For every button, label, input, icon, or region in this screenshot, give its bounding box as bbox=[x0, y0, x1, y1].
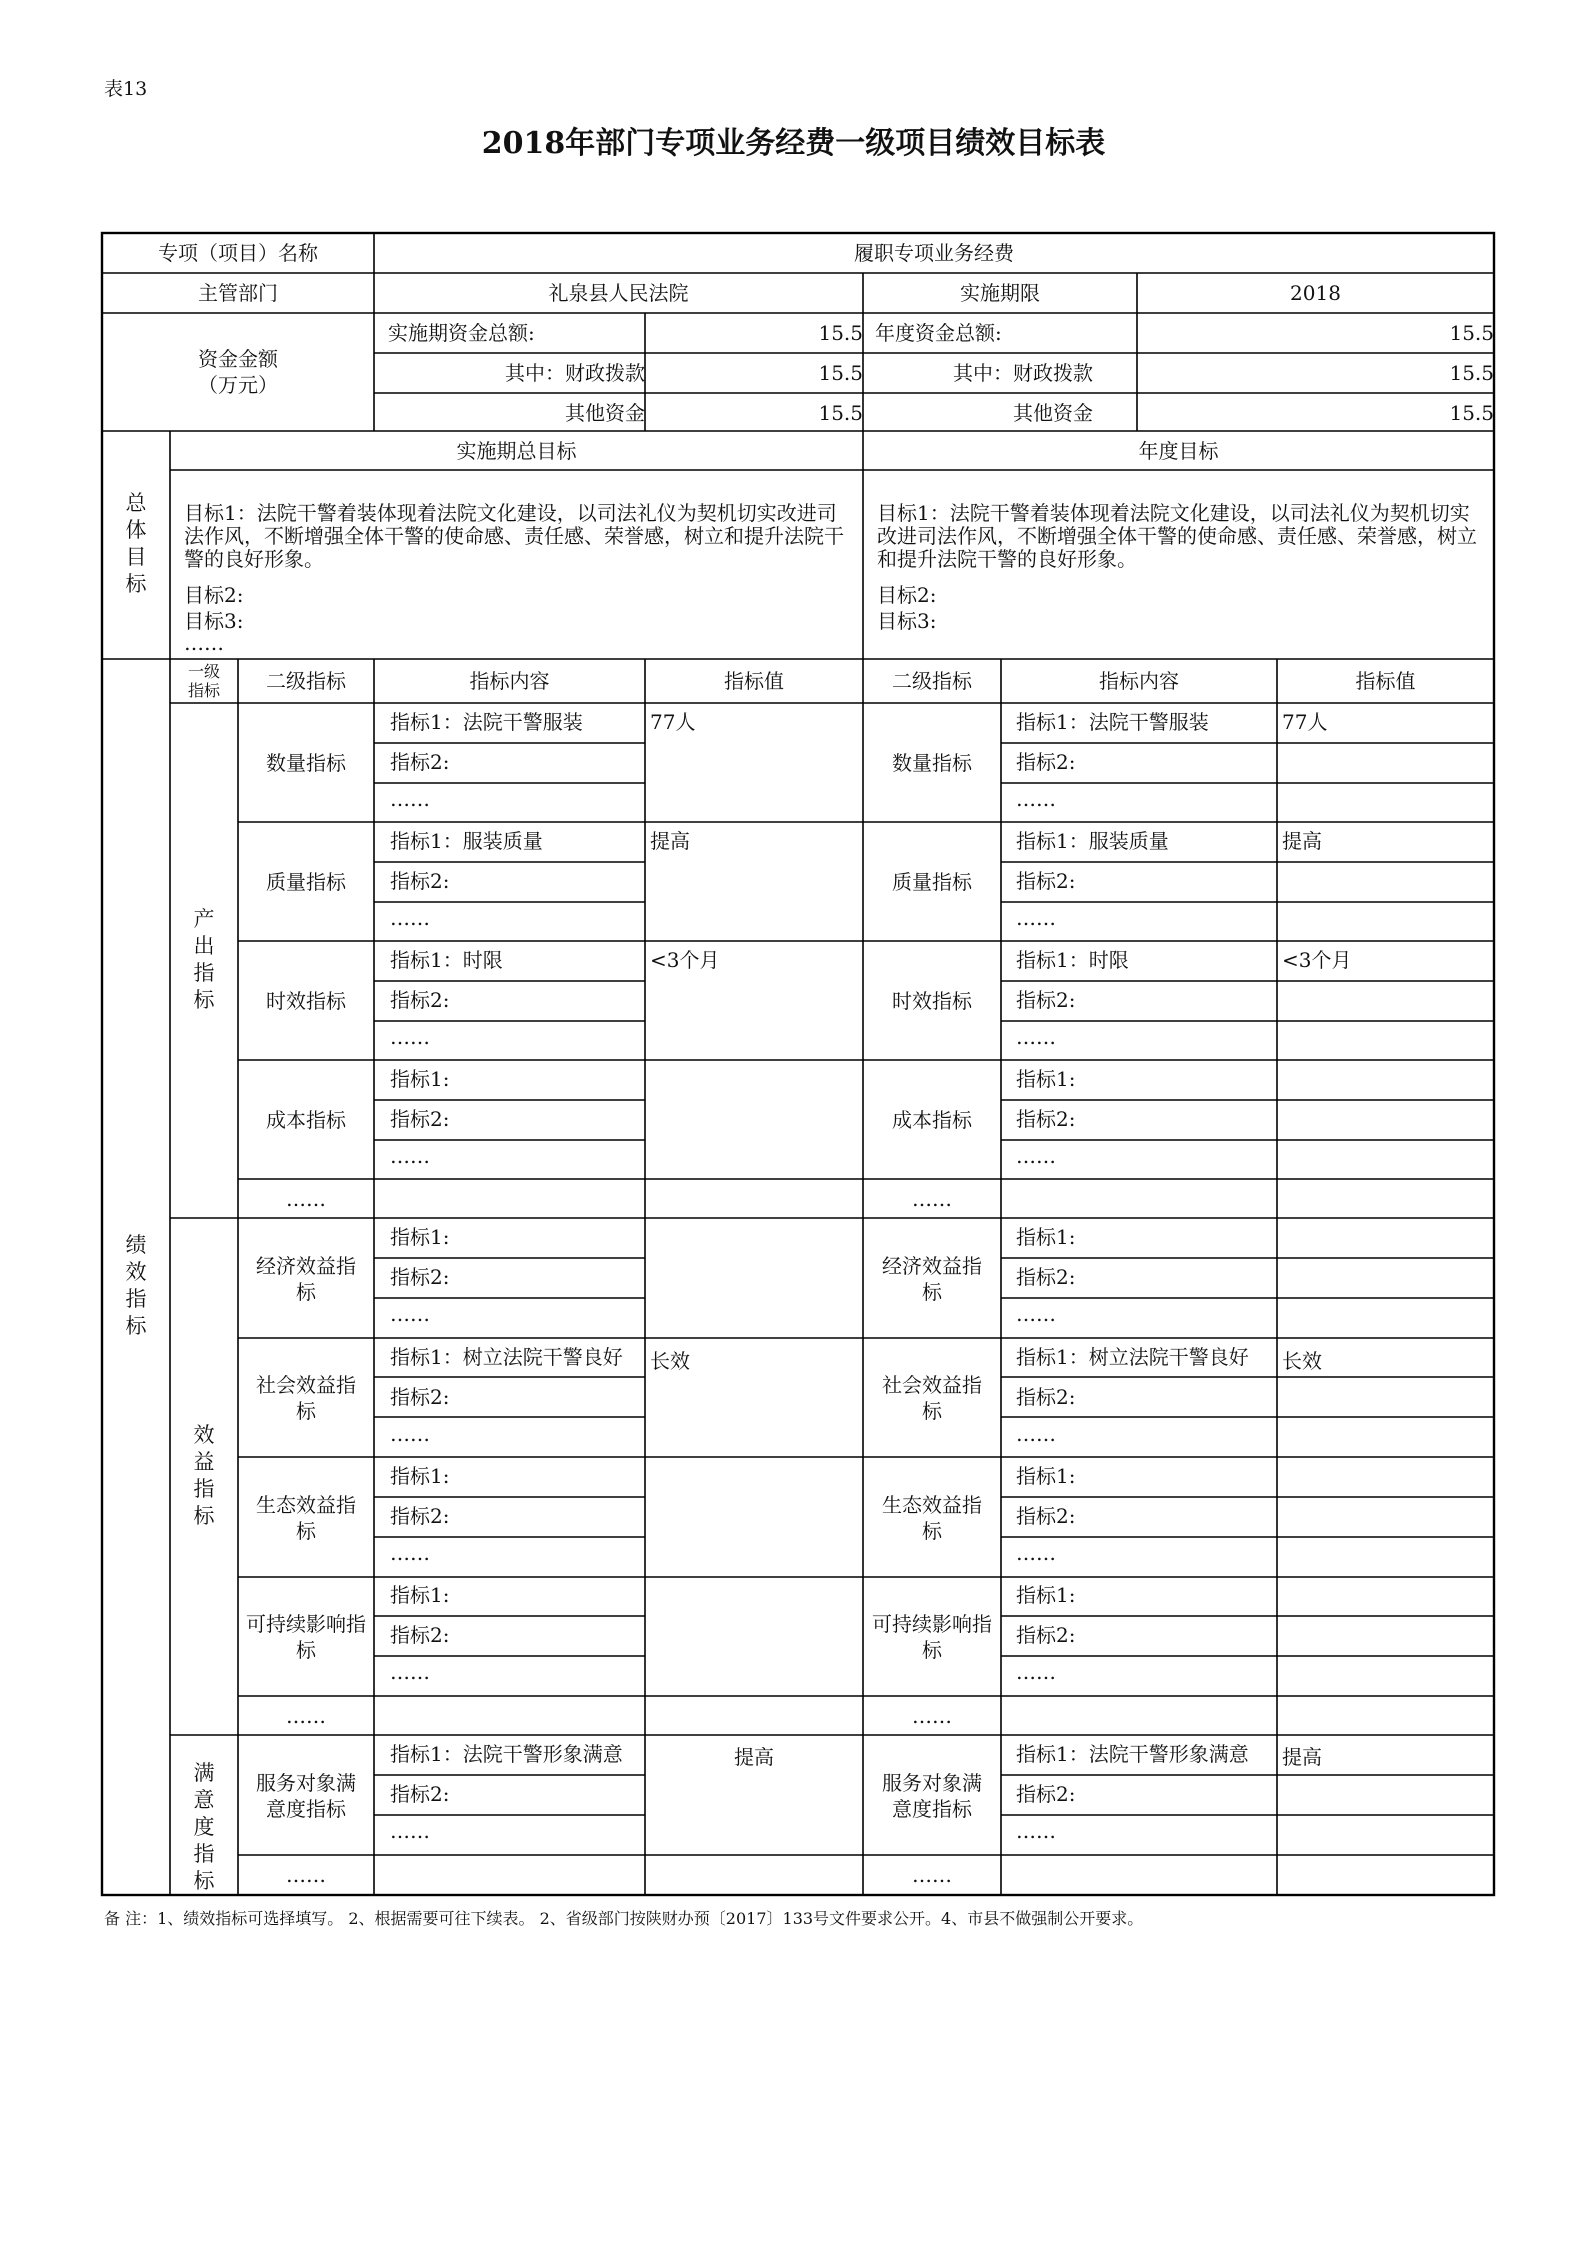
annual-total-value: 15.5 bbox=[1449, 321, 1494, 345]
quantity-ellipsis-annual: …… bbox=[1016, 787, 1056, 811]
timeliness-item-1: 指标1：时限 bbox=[390, 948, 503, 972]
annual-other-label: 其他资金 bbox=[1013, 401, 1093, 425]
social-ellipsis: …… bbox=[390, 1422, 430, 1446]
economic-item-1: 指标1: bbox=[390, 1225, 450, 1249]
col-value-annual: 指标值 bbox=[1355, 669, 1416, 693]
service-value-1-annual: 提高 bbox=[1282, 1745, 1322, 1769]
economic-label: 经济效益指标 bbox=[256, 1254, 356, 1304]
sustainable-label-annual: 可持续影响指标 bbox=[872, 1612, 992, 1662]
timeliness-item-2-annual: 指标2: bbox=[1016, 988, 1076, 1012]
output-ellipsis: …… bbox=[286, 1187, 326, 1211]
social-label: 社会效益指标 bbox=[256, 1373, 356, 1423]
col-level1: 一级指标 bbox=[187, 662, 220, 700]
sustainable-ellipsis: …… bbox=[390, 1660, 430, 1684]
funds-label: 资金金额 bbox=[198, 347, 278, 371]
social-ellipsis-annual: …… bbox=[1016, 1422, 1056, 1446]
timeliness-ellipsis-annual: …… bbox=[1016, 1025, 1056, 1049]
annual-fiscal-value: 15.5 bbox=[1449, 361, 1494, 385]
sustainable-item-1: 指标1: bbox=[390, 1583, 450, 1607]
period-value: 2018 bbox=[1290, 281, 1341, 305]
annual-other-value: 15.5 bbox=[1449, 401, 1494, 425]
annual-goal-2: 目标2: bbox=[877, 583, 937, 607]
social-item-1-annual: 指标1：树立法院干警良好 bbox=[1016, 1345, 1249, 1369]
output-ellipsis-annual: …… bbox=[912, 1187, 952, 1211]
dept-value: 礼泉县人民法院 bbox=[548, 281, 689, 305]
annual-total-label: 年度资金总额: bbox=[875, 321, 1002, 345]
benefit-ellipsis-annual: …… bbox=[912, 1704, 952, 1728]
service-ellipsis: …… bbox=[390, 1819, 430, 1843]
cost-item-1: 指标1: bbox=[390, 1067, 450, 1091]
annual-goal-1: 目标1：法院干警着装体现着法院文化建设，以司法礼仪为契机切实改进司法作风，不断增强全体干警的使命感、责任感、荣誉感，树立和提升法院干警的良好形象。 bbox=[877, 501, 1477, 571]
service-item-1: 指标1：法院干警形象满意 bbox=[390, 1742, 623, 1766]
satisfaction-ellipsis: …… bbox=[286, 1863, 326, 1887]
quality-item-1: 指标1：服装质量 bbox=[390, 829, 543, 853]
sustainable-item-2: 指标2: bbox=[390, 1623, 450, 1647]
indicators-side-label: 绩效指标 bbox=[125, 1233, 147, 1338]
ecological-ellipsis-annual: …… bbox=[1016, 1541, 1056, 1565]
cost-label: 成本指标 bbox=[266, 1108, 346, 1132]
social-value-1: 长效 bbox=[650, 1349, 690, 1373]
timeliness-label-annual: 时效指标 bbox=[892, 989, 972, 1013]
quantity-item-2: 指标2: bbox=[390, 750, 450, 774]
economic-item-2: 指标2: bbox=[390, 1265, 450, 1289]
annual-goal-header: 年度目标 bbox=[1138, 439, 1219, 463]
ecological-ellipsis: …… bbox=[390, 1541, 430, 1565]
period-total-label: 实施期资金总额: bbox=[388, 321, 535, 345]
timeliness-ellipsis: …… bbox=[390, 1025, 430, 1049]
economic-ellipsis-annual: …… bbox=[1016, 1302, 1056, 1326]
quantity-label: 数量指标 bbox=[266, 751, 346, 775]
funds-unit: （万元） bbox=[198, 373, 278, 397]
quality-value-1-annual: 提高 bbox=[1282, 829, 1322, 853]
quality-item-2-annual: 指标2: bbox=[1016, 869, 1076, 893]
ecological-label-annual: 生态效益指标 bbox=[882, 1493, 982, 1543]
cost-label-annual: 成本指标 bbox=[892, 1108, 972, 1132]
goals-side-label: 总体目标 bbox=[125, 491, 147, 596]
social-label-annual: 社会效益指标 bbox=[882, 1373, 982, 1423]
quality-ellipsis: …… bbox=[390, 906, 430, 930]
sustainable-label: 可持续影响指标 bbox=[246, 1612, 366, 1662]
project-name-value: 履职专项业务经费 bbox=[854, 241, 1014, 265]
period-label: 实施期限 bbox=[960, 281, 1040, 305]
cost-ellipsis: …… bbox=[390, 1144, 430, 1168]
col-content: 指标内容 bbox=[469, 669, 550, 693]
period-goal-ellipsis: …… bbox=[184, 631, 224, 655]
economic-item-1-annual: 指标1: bbox=[1016, 1225, 1076, 1249]
cost-item-2-annual: 指标2: bbox=[1016, 1107, 1076, 1131]
col-content-annual: 指标内容 bbox=[1099, 669, 1179, 693]
service-item-2: 指标2: bbox=[390, 1782, 450, 1806]
social-item-2: 指标2: bbox=[390, 1385, 450, 1409]
service-item-2-annual: 指标2: bbox=[1016, 1782, 1076, 1806]
social-item-1: 指标1：树立法院干警良好 bbox=[390, 1345, 623, 1369]
timeliness-value-1-annual: <3个月 bbox=[1282, 948, 1352, 972]
table-code: 表13 bbox=[104, 78, 148, 100]
quality-value-1: 提高 bbox=[650, 829, 690, 853]
ecological-label: 生态效益指标 bbox=[256, 1493, 356, 1543]
timeliness-value-1: <3个月 bbox=[650, 948, 720, 972]
sustainable-item-2-annual: 指标2: bbox=[1016, 1623, 1076, 1647]
col-value: 指标值 bbox=[724, 669, 784, 693]
quality-ellipsis-annual: …… bbox=[1016, 906, 1056, 930]
service-label-annual: 服务对象满意度指标 bbox=[882, 1771, 982, 1821]
page-title: 2018年部门专项业务经费一级项目绩效目标表 bbox=[481, 126, 1106, 161]
sustainable-ellipsis-annual: …… bbox=[1016, 1660, 1056, 1684]
quantity-value-1: 77人 bbox=[650, 710, 696, 734]
quality-label-annual: 质量指标 bbox=[892, 870, 972, 894]
timeliness-label: 时效指标 bbox=[266, 989, 346, 1013]
cost-item-2: 指标2: bbox=[390, 1107, 450, 1131]
economic-ellipsis: …… bbox=[390, 1302, 430, 1326]
quantity-ellipsis: …… bbox=[390, 787, 430, 811]
quality-label: 质量指标 bbox=[266, 870, 346, 894]
ecological-item-2-annual: 指标2: bbox=[1016, 1504, 1076, 1528]
cost-item-1-annual: 指标1: bbox=[1016, 1067, 1076, 1091]
quantity-item-1-annual: 指标1：法院干警服装 bbox=[1016, 710, 1209, 734]
period-total-value: 15.5 bbox=[818, 321, 863, 345]
project-name-label: 专项（项目）名称 bbox=[158, 241, 318, 265]
annual-fiscal-label: 其中：财政拨款 bbox=[953, 361, 1093, 385]
annual-goal-3: 目标3: bbox=[877, 609, 937, 633]
social-value-1-annual: 长效 bbox=[1282, 1349, 1322, 1373]
quality-item-1-annual: 指标1：服装质量 bbox=[1016, 829, 1169, 853]
service-ellipsis-annual: …… bbox=[1016, 1819, 1056, 1843]
sustainable-item-1-annual: 指标1: bbox=[1016, 1583, 1076, 1607]
quantity-value-1-annual: 77人 bbox=[1282, 710, 1328, 734]
period-goal-1: 目标1：法院干警着装体现着法院文化建设，以司法礼仪为契机切实改进司法作风，不断增强全体干警的使命感、责任感、荣誉感，树立和提升法院干警的良好形象。 bbox=[184, 501, 844, 571]
ecological-item-1-annual: 指标1: bbox=[1016, 1464, 1076, 1488]
period-goal-header: 实施期总目标 bbox=[456, 439, 577, 463]
quantity-item-2-annual: 指标2: bbox=[1016, 750, 1076, 774]
benefit-ellipsis: …… bbox=[286, 1704, 326, 1728]
satisfaction-indicators-label: 满意度指标 bbox=[193, 1761, 215, 1893]
satisfaction-ellipsis-annual: …… bbox=[912, 1863, 952, 1887]
timeliness-item-1-annual: 指标1：时限 bbox=[1016, 948, 1129, 972]
economic-item-2-annual: 指标2: bbox=[1016, 1265, 1076, 1289]
service-label: 服务对象满意度指标 bbox=[256, 1771, 356, 1821]
col-level2: 二级指标 bbox=[266, 669, 346, 693]
quantity-label-annual: 数量指标 bbox=[892, 751, 972, 775]
benefit-indicators-label: 效益指标 bbox=[193, 1423, 215, 1528]
service-value-1: 提高 bbox=[734, 1745, 774, 1769]
dept-label: 主管部门 bbox=[198, 281, 278, 305]
period-goal-2: 目标2: bbox=[184, 583, 244, 607]
quantity-item-1: 指标1：法院干警服装 bbox=[390, 710, 583, 734]
ecological-item-1: 指标1: bbox=[390, 1464, 450, 1488]
social-item-2-annual: 指标2: bbox=[1016, 1385, 1076, 1409]
col-level2-annual: 二级指标 bbox=[892, 669, 972, 693]
footer-note: 备 注：1、绩效指标可选择填写。 2、根据需要可往下续表。 2、省级部门按陕财办预〔2017〕133号文件要求公开。4、市县不做强制公开要求。 bbox=[104, 1909, 1144, 1928]
quality-item-2: 指标2: bbox=[390, 869, 450, 893]
output-indicators-label: 产出指标 bbox=[193, 907, 215, 1012]
economic-label-annual: 经济效益指标 bbox=[882, 1254, 982, 1304]
cost-ellipsis-annual: …… bbox=[1016, 1144, 1056, 1168]
period-other-label: 其他资金 bbox=[565, 401, 645, 425]
service-item-1-annual: 指标1：法院干警形象满意 bbox=[1016, 1742, 1249, 1766]
timeliness-item-2: 指标2: bbox=[390, 988, 450, 1012]
period-goal-3: 目标3: bbox=[184, 609, 244, 633]
period-other-value: 15.5 bbox=[818, 401, 863, 425]
period-fiscal-value: 15.5 bbox=[818, 361, 863, 385]
period-fiscal-label: 其中：财政拨款 bbox=[505, 361, 645, 385]
ecological-item-2: 指标2: bbox=[390, 1504, 450, 1528]
